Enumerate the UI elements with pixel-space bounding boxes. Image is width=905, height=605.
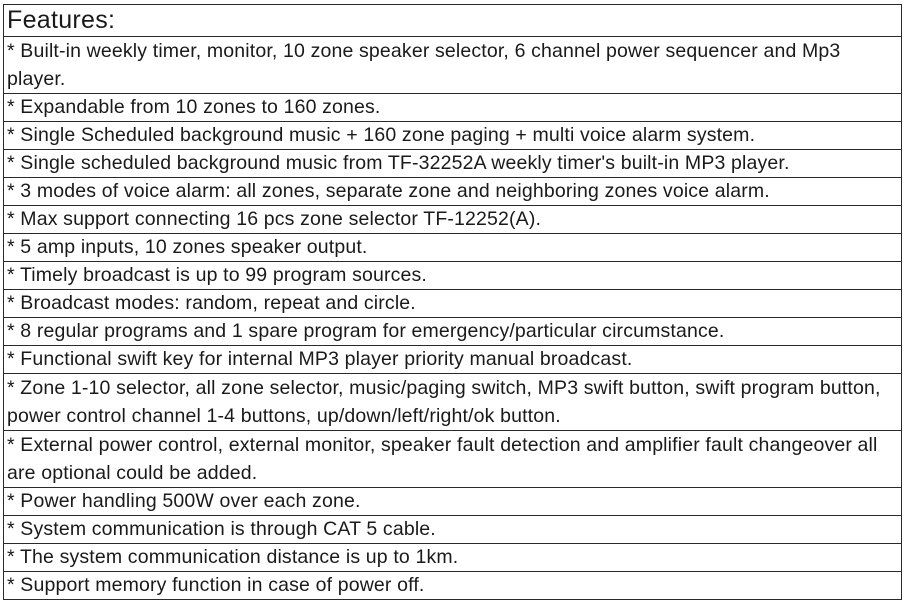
feature-item: * External power control, external monitor, speaker fault detection and amplifier fault changeover all are optional could be added.	[4, 431, 902, 488]
feature-row	[4, 290, 902, 318]
feature-item: * Built-in weekly timer, monitor, 10 zone speaker selector, 6 channel power sequencer and Mp3 player.	[4, 37, 902, 94]
features-title-row	[4, 5, 902, 37]
feature-row	[4, 431, 902, 488]
features-title: Features:	[4, 5, 902, 37]
feature-row	[4, 206, 902, 234]
feature-item: * 3 modes of voice alarm: all zones, separate zone and neighboring zones voice alarm.	[4, 178, 902, 206]
feature-row	[4, 234, 902, 262]
feature-row	[4, 178, 902, 206]
feature-item: * System communication is through CAT 5 cable.	[4, 516, 902, 544]
feature-item: * Max support connecting 16 pcs zone selector TF-12252(A).	[4, 206, 902, 234]
feature-row	[4, 262, 902, 290]
feature-item: * The system communication distance is up to 1km.	[4, 544, 902, 572]
feature-item: * Zone 1-10 selector, all zone selector, music/paging switch, MP3 swift button, swift program button, power control channel 1-4 buttons, up/down/left/right/ok button.	[4, 374, 902, 431]
feature-item: * 5 amp inputs, 10 zones speaker output.	[4, 234, 902, 262]
feature-item: * Support memory function in case of power off.	[4, 572, 902, 600]
features-table	[3, 4, 902, 600]
feature-row	[4, 318, 902, 346]
feature-item: * 8 regular programs and 1 spare program for emergency/particular circumstance.	[4, 318, 902, 346]
feature-row	[4, 150, 902, 178]
feature-row	[4, 94, 902, 122]
feature-item: * Single scheduled background music from TF-32252A weekly timer's built-in MP3 player.	[4, 150, 902, 178]
feature-item: * Single Scheduled background music + 160 zone paging + multi voice alarm system.	[4, 122, 902, 150]
feature-row	[4, 346, 902, 374]
feature-row	[4, 516, 902, 544]
feature-item: * Power handling 500W over each zone.	[4, 488, 902, 516]
feature-item: * Functional swift key for internal MP3 player priority manual broadcast.	[4, 346, 902, 374]
feature-row	[4, 544, 902, 572]
feature-row	[4, 572, 902, 600]
feature-row	[4, 122, 902, 150]
feature-row	[4, 488, 902, 516]
feature-row	[4, 374, 902, 431]
feature-item: * Broadcast modes: random, repeat and circle.	[4, 290, 902, 318]
feature-row	[4, 37, 902, 94]
feature-item: * Expandable from 10 zones to 160 zones.	[4, 94, 902, 122]
feature-item: * Timely broadcast is up to 99 program sources.	[4, 262, 902, 290]
